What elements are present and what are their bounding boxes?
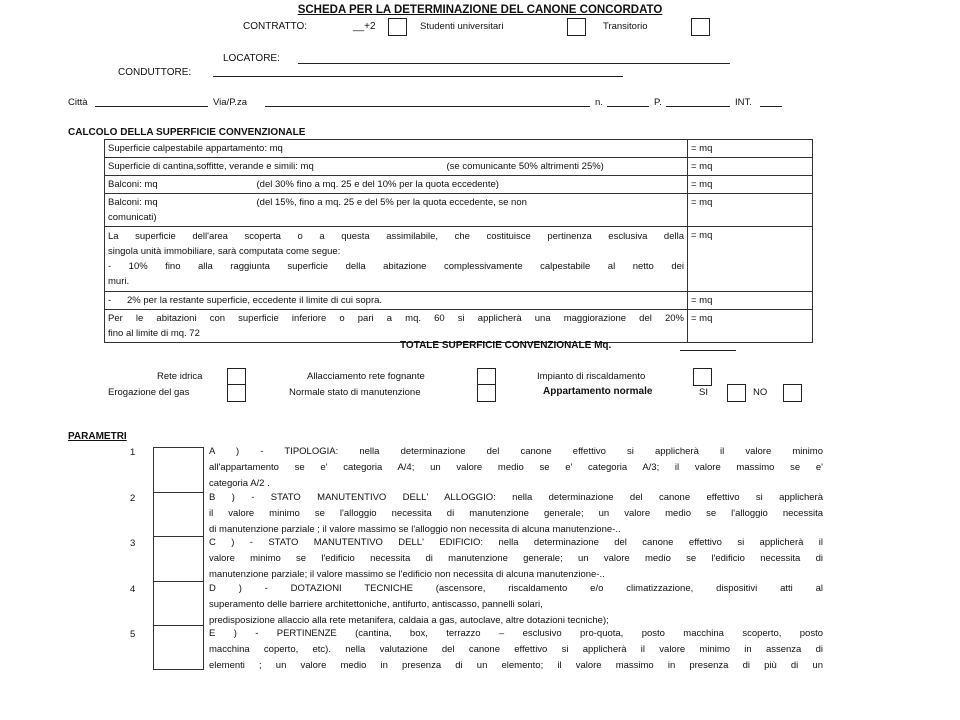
citta-label: Città (68, 97, 88, 108)
via-field[interactable] (265, 96, 590, 107)
row-label (105, 194, 688, 227)
contratto-plus2-checkbox[interactable] (388, 18, 407, 36)
contratto-option-transitorio-label: Transitorio (603, 21, 648, 32)
superficie-table (104, 139, 813, 343)
calc-heading: CALCOLO DELLA SUPERFICIE CONVENZIONALE (68, 127, 306, 138)
row-label (105, 310, 688, 343)
row-value-cell[interactable] (688, 158, 813, 176)
si-checkbox[interactable] (727, 384, 746, 402)
param-line: elementi ; un valore medio in presenza di un elemento; il valore massimo in presenza di più di un (209, 660, 823, 671)
param-line: superamento delle barriere architettoniche, antifurto, antiscasso, pannelli solari, (209, 599, 543, 610)
parametri-score-column (153, 447, 204, 670)
gas-label: Erogazione del gas (108, 387, 190, 398)
row-text-line: - 10% fino alla raggiunta superficie della abitazione complessivamente calpestabile al netto dei (108, 261, 684, 272)
param-line: predisposizione allaccio alla rete metanifera, caldaia a gas, autoclave, altre dotazioni tecniche); (209, 615, 609, 626)
locatore-label: LOCATORE: (223, 53, 280, 64)
contratto-transitorio-checkbox[interactable] (691, 18, 710, 36)
param-line: C ) - STATO MANUTENTIVO DELL' EDIFICIO: nella determinazione del canone effettivo si applicherà il (209, 537, 823, 548)
si-label: SI (699, 387, 708, 398)
row-text: Superficie di cantina,soffitte, verande e simili: mq (108, 161, 314, 172)
citta-field[interactable] (95, 96, 208, 107)
gas-checkbox[interactable] (227, 384, 246, 402)
row-text-line: muri. (108, 276, 130, 287)
row-note-continued: comunicati) (108, 212, 157, 223)
row-note: (del 30% fino a mq. 25 e del 10% per la quota eccedente) (256, 179, 499, 190)
table-row (105, 194, 813, 227)
parametro-3-number: 3 (130, 538, 136, 549)
contratto-option-studenti-label: Studenti universitari (420, 21, 504, 32)
appartamento-normale-label: Appartamento normale (543, 386, 653, 397)
impianto-label: Impianto di riscaldamento (537, 371, 646, 382)
row-text-line: Per le abitazioni con superficie inferiore o pari a mq. 60 si applicherà una maggiorazione del 20% (108, 313, 684, 324)
total-superficie-field[interactable] (680, 340, 736, 351)
parametro-4-box[interactable] (153, 581, 204, 626)
parametro-1-box[interactable] (153, 447, 204, 492)
total-superficie-label: TOTALE SUPERFICIE CONVENZIONALE Mq. (400, 340, 612, 351)
table-row (105, 227, 813, 292)
row-label (105, 140, 688, 158)
row-label (105, 158, 688, 176)
row-value-cell[interactable] (688, 194, 813, 227)
param-line: categoria A/2 . (209, 478, 270, 489)
parametri-heading: PARAMETRI (68, 431, 127, 442)
allacciamento-label: Allacciamento rete fognante (307, 371, 425, 382)
row-value-label: = mq (691, 197, 713, 208)
table-row (105, 176, 813, 194)
param-line: valore minimo se l'edificio necessita di manutenzione generale; un valore medio se l'edificio necessita di (209, 553, 823, 564)
row-text-line: La superficie dell'area scoperta o a questa assimilabile, che costituisce pertinenza esclusiva della (108, 231, 684, 242)
table-row (105, 292, 813, 310)
row-value-label: = mq (691, 313, 713, 324)
row-value-cell[interactable] (688, 176, 813, 194)
parametro-1-number: 1 (130, 447, 136, 458)
row-value-cell[interactable] (688, 140, 813, 158)
parametro-2-number: 2 (130, 493, 136, 504)
row-text: Superficie calpestabile appartamento: mq (108, 143, 283, 154)
row-value-label: = mq (691, 295, 713, 306)
row-value-label: = mq (691, 161, 713, 172)
parametro-4-number: 4 (130, 584, 136, 595)
row-note: (se comunicante 50% altrimenti 25%) (446, 161, 604, 172)
row-label (105, 176, 688, 194)
no-checkbox[interactable] (783, 384, 802, 402)
no-label: NO (753, 387, 768, 398)
row-text: - 2% per la restante superficie, eccedente il limite di cui sopra. (108, 295, 383, 306)
row-note: (del 15%, fino a mq. 25 e del 5% per la quota eccedente, se non (256, 197, 527, 208)
piano-field[interactable] (666, 96, 730, 107)
contratto-studenti-checkbox[interactable] (567, 18, 586, 36)
interno-field[interactable] (760, 96, 782, 107)
parametro-5-number: 5 (130, 629, 136, 640)
parametro-2-text (209, 490, 823, 538)
row-text: Balconi: mq (108, 179, 158, 190)
row-label (105, 292, 688, 310)
row-value-cell[interactable] (688, 227, 813, 292)
param-line: all'appartamento se e' categoria A/4; un valore medio se e' categoria A/3; il valore massimo se e' (209, 462, 823, 473)
row-text-line: fino al limite di mq. 72 (108, 328, 200, 339)
row-text-line: singola unità immobiliare, sarà computata come segue: (108, 246, 341, 257)
parametro-3-box[interactable] (153, 536, 204, 581)
conduttore-field[interactable] (213, 66, 623, 77)
parametro-4-text (209, 581, 823, 629)
document-title: SCHEDA PER LA DETERMINAZIONE DEL CANONE CONCORDATO (297, 4, 663, 16)
row-text: Balconi: mq (108, 197, 158, 208)
numero-label: n. (595, 97, 603, 108)
table-row (105, 310, 813, 343)
impianto-checkbox[interactable] (693, 368, 712, 386)
via-label: Via/P.za (213, 97, 247, 108)
parametro-1-text (209, 444, 823, 492)
param-line: D ) - DOTAZIONI TECNICHE (ascensore, riscaldamento e/o climatizzazione, dispositivi atti al (209, 583, 823, 594)
rete-idrica-label: Rete idrica (157, 371, 203, 382)
parametro-5-text (209, 626, 823, 674)
parametro-5-box[interactable] (153, 625, 204, 670)
param-line: macchina coperto, etc). nella valutazione del canone effettivo si applicherà il valore minimo in assenza di (209, 644, 823, 655)
manutenzione-label: Normale stato di manutenzione (289, 387, 421, 398)
contratto-label: CONTRATTO: (243, 21, 308, 32)
parametro-3-text (209, 535, 823, 583)
param-line: E ) - PERTINENZE (cantina, box, terrazzo – esclusivo pro-quota, posto macchina scoperto, posto (209, 628, 823, 639)
contratto-option-plus2-label: __+2 (353, 21, 376, 32)
parametro-2-box[interactable] (153, 492, 204, 537)
param-line: A ) - TIPOLOGIA: nella determinazione del canone effettivo si applicherà il valore minimo (209, 446, 823, 457)
locatore-field[interactable] (298, 53, 730, 64)
table-row (105, 140, 813, 158)
conduttore-label: CONDUTTORE: (118, 67, 192, 78)
interno-label: INT. (735, 97, 752, 108)
param-line: di manutenzione parziale ; il valore massimo se l'alloggio non necessita di alcuna manutenzione-.. (209, 524, 621, 535)
piano-label: P. (654, 97, 662, 108)
row-value-label: = mq (691, 230, 713, 241)
param-line: manutenzione parziale; il valore massimo se l'edificio non necessita di alcuna manutenzione-.. (209, 569, 605, 580)
manutenzione-checkbox[interactable] (477, 384, 496, 402)
row-label (105, 227, 688, 292)
row-value-label: = mq (691, 143, 713, 154)
row-value-label: = mq (691, 179, 713, 190)
numero-field[interactable] (607, 96, 649, 107)
param-line: B ) - STATO MANUTENTIVO DELL' ALLOGGIO: nella determinazione del canone effettivo si applicherà (209, 492, 823, 503)
row-value-cell[interactable] (688, 310, 813, 343)
row-value-cell[interactable] (688, 292, 813, 310)
table-row (105, 158, 813, 176)
param-line: il valore minimo se l'alloggio necessita di manutenzione generale; un valore medio se l'alloggio necessita (209, 508, 823, 519)
